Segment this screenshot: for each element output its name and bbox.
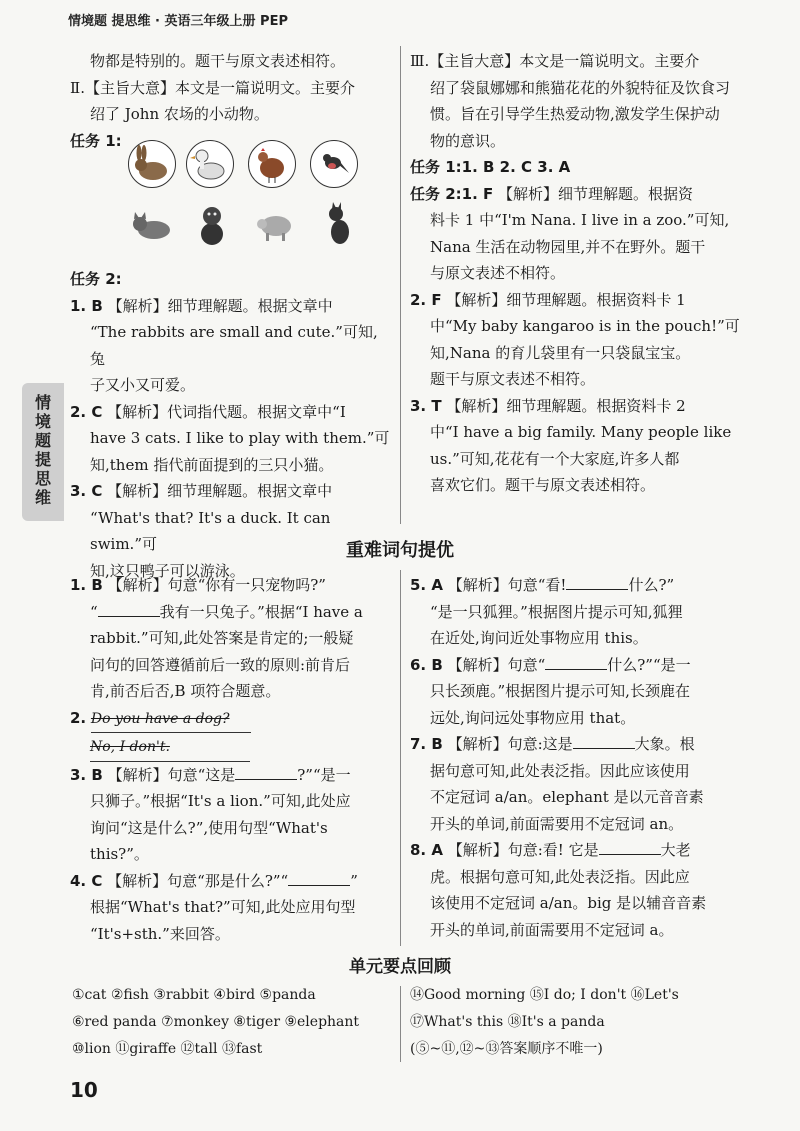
review-line: ⑭Good morning ⑮I do; I don't ⑯Let's — [410, 987, 679, 1003]
text-line: 物都是特别的。题干与原文表述相符。 — [90, 52, 346, 70]
blank-line — [573, 734, 635, 749]
text-line: 绍了袋鼠娜娜和熊猫花花的外貌特征及饮食习 — [430, 78, 731, 97]
answer-num: 2. F — [410, 290, 442, 309]
text-line: 只长颈鹿。”根据图片提示可知,长颈鹿在 — [430, 682, 690, 700]
text-line: 绍了 John 农场的小动物。 — [90, 105, 269, 123]
animal-pictures — [128, 140, 398, 250]
review-right — [410, 982, 740, 1063]
text-line: 料卡 1 中“I'm Nana. I live in a zoo.”可知, — [430, 211, 730, 229]
handwritten-answer: Do you have a dog? — [91, 706, 251, 734]
review-left — [72, 982, 397, 1063]
text-line: 知,Nana 的育儿袋里有一只袋鼠宝宝。 — [430, 343, 691, 362]
text-line: 询问“这是什么?”,使用句型“What's — [90, 818, 328, 837]
text-line: 问句的回答遵循前后一致的原则:前肯后 — [90, 655, 351, 674]
review-line: ⑩lion ⑪giraffe ⑫tall ⑬fast — [72, 1041, 263, 1057]
answer-num: 1. B — [70, 296, 103, 315]
text-line: 开头的单词,前面需要用不定冠词 a。 — [430, 920, 674, 939]
text-line: 肯,前否后否,B 项符合题意。 — [90, 682, 281, 700]
text-line: “What's that? It's a duck. It can swim.”可 — [90, 508, 331, 553]
cat-icon — [128, 202, 172, 246]
text-line: 【解析】句意“那是什么?”“ — [107, 871, 289, 890]
text-line: 在近处,询问近处事物应用 this。 — [430, 629, 648, 647]
text-line: 只狮子。”根据“It's a lion.”可知,此处应 — [90, 792, 351, 810]
blank-line — [98, 602, 160, 617]
text-line: 中“I have a big family. Many people like — [430, 423, 732, 441]
text-line: 喜欢它们。题干与原文表述相符。 — [430, 476, 656, 494]
text-line: Nana 生活在动物园里,并不在野外。题干 — [430, 237, 706, 256]
blank-line — [288, 871, 350, 886]
text-line: 【解析】句意:看! 它是 — [447, 841, 599, 859]
answer-num: 3. B — [70, 765, 103, 784]
bird-icon — [310, 140, 358, 188]
text-line: rabbit.”可知,此处答案是肯定的;一般疑 — [90, 629, 354, 647]
review-line: ⑰What's this ⑱It's a panda — [410, 1014, 605, 1030]
review-line: (⑤~⑪,⑫~⑬答案顺序不唯一) — [410, 1041, 603, 1057]
hen-icon — [248, 140, 296, 188]
blank-line — [599, 840, 661, 855]
text-line: “ — [90, 602, 98, 621]
text-line: 【解析】细节理解题。根据资料卡 1 — [446, 290, 686, 309]
text-line: 【解析】句意“看! — [447, 576, 567, 594]
text-line: Ⅱ.【主旨大意】本文是一篇说明文。主要介 — [70, 78, 355, 97]
task-label: 任务 2: — [70, 270, 122, 288]
text-line: 【解析】代词指代题。根据文章中“I — [107, 402, 346, 421]
text-line: 【解析】细节理解题。根据资料卡 2 — [446, 396, 686, 415]
text-line: this?”。 — [90, 845, 149, 863]
page-header: 情境题 提思维 · 英语三年级上册 PEP — [68, 14, 288, 29]
blank-line — [235, 765, 297, 780]
task-label: 任务 1: — [70, 131, 122, 150]
side-tab: 情境题 提思维 — [22, 383, 64, 521]
page-number: 10 — [70, 1078, 98, 1102]
dog2-icon — [316, 200, 360, 244]
handwritten-answer: No, I don't. — [90, 734, 250, 762]
text-line: have 3 cats. I like to play with them.”可 — [90, 429, 390, 447]
duck-icon — [186, 140, 234, 188]
column-divider — [400, 570, 401, 946]
review-line: ①cat ②fish ③rabbit ④bird ⑤panda — [72, 987, 316, 1003]
answer-num: 3. T — [410, 396, 442, 415]
text-line: 【解析】句意“ — [447, 655, 546, 674]
answer-num: 4. C — [70, 871, 103, 890]
section-title: 单元要点回顾 — [349, 957, 451, 977]
text-line: 开头的单词,前面需要用不定冠词 an。 — [430, 814, 684, 833]
text-line: 不定冠词 a/an。elephant 是以元音音素 — [430, 788, 704, 806]
text-line: 【解析】细节理解题。根据文章中 — [107, 482, 333, 500]
dog-icon — [190, 200, 234, 244]
task-answer: 任务 1:1. B 2. C 3. A — [410, 158, 571, 176]
answer-num: 2. C — [70, 402, 103, 421]
text-line: 该使用不定冠词 a/an。big 是以辅音音素 — [430, 894, 707, 912]
text-line: 物的意识。 — [430, 131, 506, 150]
text-line: us.”可知,花花有一个大家庭,许多人都 — [430, 449, 680, 468]
text-line: 【解析】句意“你有一只宠物吗?” — [107, 576, 326, 594]
task-label: 任务 2:1. F — [410, 184, 494, 203]
section1-left — [70, 572, 392, 947]
text-line: 知,这只鸭子可以游泳。 — [90, 561, 245, 580]
answer-num: 7. B — [410, 735, 443, 753]
text-line: 【解析】句意:这是 — [447, 735, 573, 753]
answer-num: 3. C — [70, 482, 103, 500]
text-line: 【解析】细节理解题。根据资 — [498, 184, 694, 203]
text-line: 子又小又可爱。 — [90, 376, 196, 394]
section-title: 重难词句提优 — [346, 540, 454, 561]
text-line: 虎。根据句意可知,此处表泛指。因此应 — [430, 867, 690, 886]
answer-num: 1. B — [70, 576, 103, 594]
column-divider — [400, 46, 401, 524]
answer-num: 6. B — [410, 655, 443, 674]
text-line: 大老 — [660, 841, 691, 859]
text-line: “The rabbits are small and cute.”可知,兔 — [90, 323, 378, 368]
text-line: 【解析】细节理解题。根据文章中 — [107, 296, 333, 315]
rabbit-icon — [128, 140, 176, 188]
text-line: 根据“What's that?”可知,此处应用句型 — [90, 898, 356, 916]
text-line: 远处,询问远处事物应用 that。 — [430, 708, 636, 727]
text-line: 大象。根 — [634, 735, 695, 753]
text-line: ?”“是一 — [297, 765, 351, 784]
text-line: 惯。旨在引导学生热爱动物,激发学生保护动 — [430, 105, 720, 123]
text-line: ” — [350, 871, 358, 890]
left-column — [70, 48, 392, 584]
answer-num: 2. — [70, 708, 87, 727]
column-divider — [400, 986, 401, 1062]
text-line: 什么?”“是一 — [607, 655, 691, 674]
text-line: 题干与原文表述不相符。 — [430, 370, 596, 388]
text-line: 我有一只兔子。”根据“I have a — [159, 602, 363, 621]
text-line: 与原文表述不相符。 — [430, 264, 566, 282]
answer-num: 8. A — [410, 841, 443, 859]
section1-right — [410, 572, 740, 943]
answer-num: 5. A — [410, 576, 443, 594]
text-line: Ⅲ.【主旨大意】本文是一篇说明文。主要介 — [410, 52, 700, 70]
text-line: 中“My baby kangaroo is in the pouch!”可 — [430, 317, 740, 335]
right-column — [410, 48, 740, 499]
text-line: 【解析】句意“这是 — [107, 765, 236, 784]
pig-icon — [252, 202, 296, 246]
text-line: “It's+sth.”来回答。 — [90, 924, 230, 943]
review-line: ⑥red panda ⑦monkey ⑧tiger ⑨elephant — [72, 1014, 360, 1030]
blank-line — [566, 575, 628, 590]
text-line: 知,them 指代前面提到的三只小猫。 — [90, 455, 334, 474]
text-line: “是一只狐狸。”根据图片提示可知,狐狸 — [430, 602, 683, 621]
blank-line — [545, 655, 607, 670]
text-line: 据句意可知,此处表泛指。因此应该使用 — [430, 761, 690, 780]
text-line: 什么?” — [628, 576, 675, 594]
